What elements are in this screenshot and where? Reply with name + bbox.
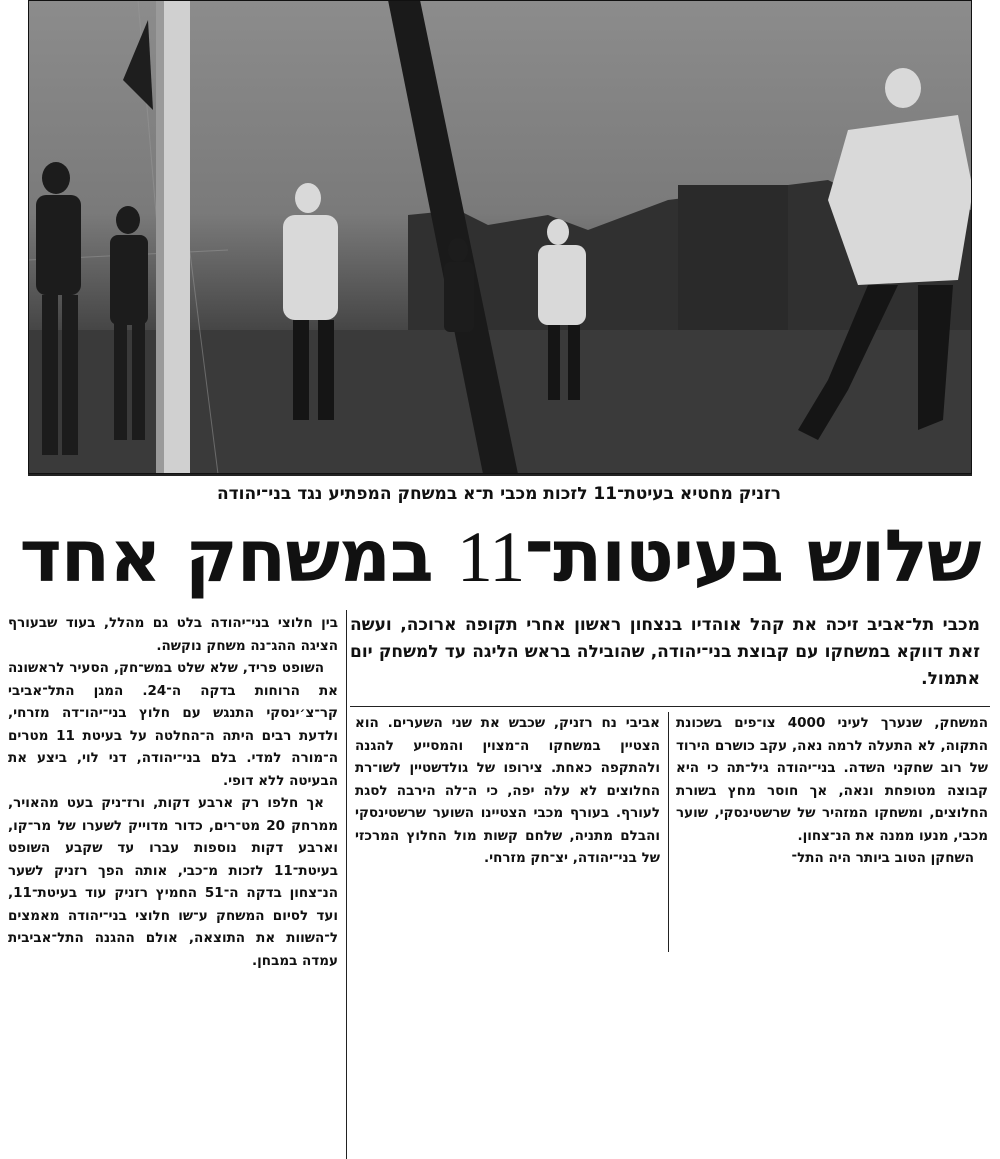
column-divider-main bbox=[346, 610, 347, 1159]
article-lede: מכבי תל־אביב זיכה את קהל אוהדיו בנצחון ראשון אחרי תקופה ארוכה, ועשה זאת דווקא במשחקו עם קבוצת בני־יהודה, שהובילה בראש הליגה עד למשחק יום אתמול. bbox=[350, 615, 980, 689]
article-column-right bbox=[676, 712, 988, 960]
article-column-middle bbox=[355, 712, 660, 960]
photo-caption: רזניק מחטיא בעיטת־11 לזכות מכבי ת־א במשחק המפתיע נגד בני־יהודה bbox=[216, 484, 782, 504]
article-column-left bbox=[8, 612, 338, 1157]
paragraph: השחקן הטוב ביותר היה התל־ bbox=[791, 850, 974, 866]
headline-part-2: במשחק אחד bbox=[19, 514, 457, 598]
paragraph: המשחק, שנערך לעיני 4000 צו־פים בשכונת התקוה, לא התעלה לרמה נאה, עקב כושרם הירוד של רוב שחקני השדה. בני־יהודה גיל־תה כי היא קבוצה מטופחת ונאה, אך חוסר מחץ בשורת החלוצים, ומשחקו המזהיר של שרשטינסקי, שוער מכבי, מנעו ממנה את הנ־צחון. bbox=[676, 715, 988, 844]
photo-image bbox=[28, 0, 972, 474]
paragraph: בין חלוצי בני־יהודה בלט גם מהלל, בעוד שבעורף הציגה ההג־נה משחק נוקשה. bbox=[8, 615, 338, 654]
column-divider-secondary bbox=[668, 712, 669, 952]
match-photo bbox=[28, 0, 972, 476]
paragraph: השופט פריד, שלא שלט במש־חק, הסעיר לראשונה את הרוחות בדקה ה־24. המגן התל־אביבי קר־צ׳ינסקי התנגש עם חלוץ בני־יהו־דה מזרחי, ולדעת רבים היתה ה־החלטה על בעיטת 11 מטרים ה־מורה למדי. בלם בני־יהודה, דני לוי, ביצע את הבעיטה ללא דופי. bbox=[8, 660, 338, 789]
headline-number: 11 bbox=[456, 517, 525, 597]
lede-divider bbox=[350, 706, 990, 707]
paragraph: אביבי נח רזניק, שכבש את שני השערים. הוא הצטיין במשחקו ה־מצוין והמסייע להגנה ולהתקפה כאחת. צירופו של גולדשטיין לשו־רת החלוצים לא עלה יפה, כי ה־לה הירבה לסגת לעורף. בעורף מכבי הצטיינו השוער שרשטינסקי והבלם מתניה, שלחם קשות מול החלוץ המרכזי של בני־יהודה, יצ־חק מזרחי. bbox=[355, 715, 660, 866]
article-headline bbox=[0, 510, 1000, 602]
headline-part-1: שלוש בעיטות־ bbox=[524, 514, 981, 598]
paragraph: אך חלפו רק ארבע דקות, ורז־ניק בעט מהאויר, ממרחק 20 מט־רים, כדור מדוייק לשערו של מר־קו, וארבע דקות נוספות עברו עד שקבע השופט בעיטת־11 לזכות מ־כבי, אותה הפך רזניק לשער הנ־צחון בדקה ה־51 החמיץ רזניק עוד בעיטת־11, ועד לסיום המשחק ע־שו חלוצי בני־יהודה מאמצים ל־השוות את התוצאה, אולם ההגנה התל־אביבית עמדה במבחן. bbox=[8, 795, 338, 969]
